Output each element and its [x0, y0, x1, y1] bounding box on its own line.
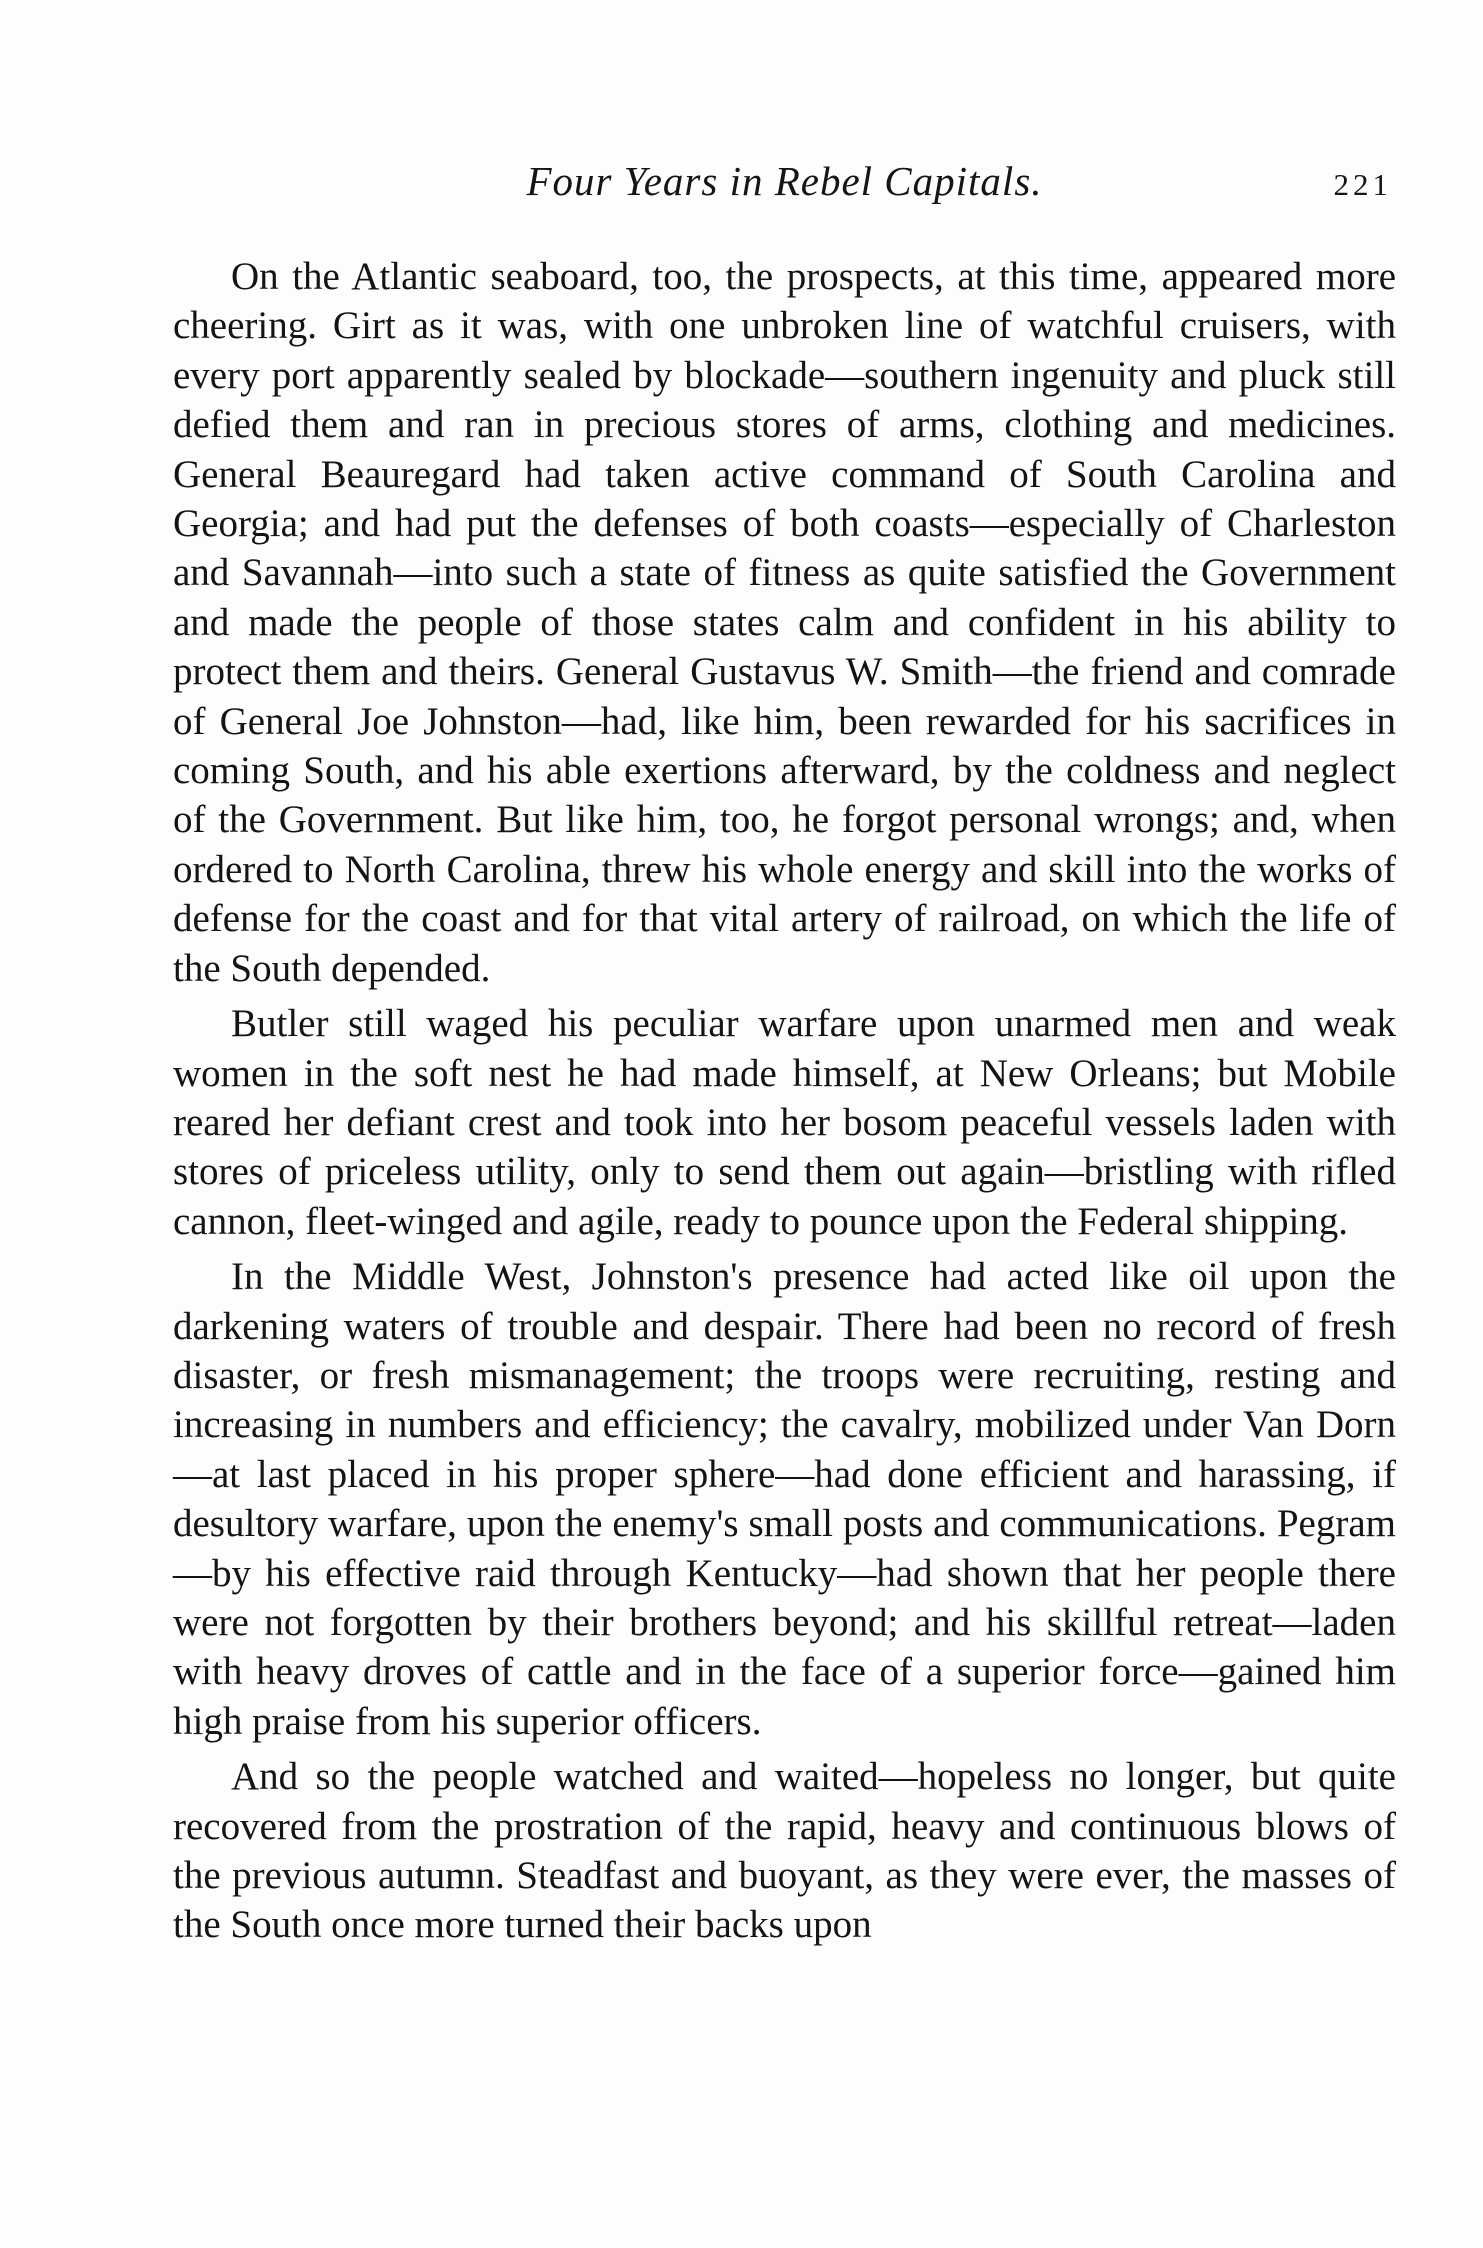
- paragraph-butler-mobile: Butler still waged his peculiar warfare upon unarmed men and weak women in the soft nest he had made himself, at New Orleans; but Mobile reared her defiant crest and took into her bosom peaceful vessels laden with stores of priceless utility, only to send them out again—bristling with rifled cannon, fleet-winged and agile, ready to pounce upon the Federal shipping.: [173, 1002, 1396, 1243]
- paragraph-people-waited: And so the people watched and waited—hopeless no longer, but quite recovered from the prostration of the rapid, heavy and continuous blows of the previous autumn. Steadfast and buoyant, as they were ever, the masses of the South once more turned their backs upon: [173, 1755, 1396, 1947]
- page-number: 221: [1333, 167, 1392, 202]
- running-title: Four Years in Rebel Capitals.: [526, 158, 1043, 204]
- running-head: [173, 155, 1396, 207]
- paragraph-middle-west: In the Middle West, Johnston's presence had acted like oil upon the darkening waters of trouble and despair. There had been no record of fresh disaster, or fresh mismanagement; the troops were recruiting, resting and increasing in numbers and efficiency; the cavalry, mobilized under Van Dorn—at last placed in his proper sphere—had done efficient and harassing, if desultory warfare, upon the enemy's small posts and communications. Pegram—by his effective raid through Kentucky—had shown that her people there were not forgotten by their brothers beyond; and his skillful retreat—laden with heavy droves of cattle and in the face of a superior force—gained him high praise from his superior officers.: [173, 1255, 1396, 1743]
- paragraph-atlantic-seaboard: On the Atlantic seaboard, too, the prospects, at this time, appeared more cheering. Girt as it was, with one unbroken line of watchful cruisers, with every port apparently sealed by blockade—southern ingenuity and pluck still defied them and ran in precious stores of arms, clothing and medicines. General Beauregard had taken active command of South Carolina and Georgia; and had put the defenses of both coasts—especially of Charleston and Savannah—into such a state of fitness as quite satisfied the Government and made the people of those states calm and confident in his ability to protect them and theirs. General Gustavus W. Smith—the friend and comrade of General Joe Johnston—had, like him, been rewarded for his sacrifices in coming South, and his able exertions afterward, by the coldness and neglect of the Government. But like him, too, he forgot personal wrongs; and, when ordered to North Carolina, threw his whole energy and skill into the works of defense for the coast and for that vital artery of railroad, on which the life of the South depended.: [173, 255, 1396, 990]
- body-text: [173, 252, 1396, 1950]
